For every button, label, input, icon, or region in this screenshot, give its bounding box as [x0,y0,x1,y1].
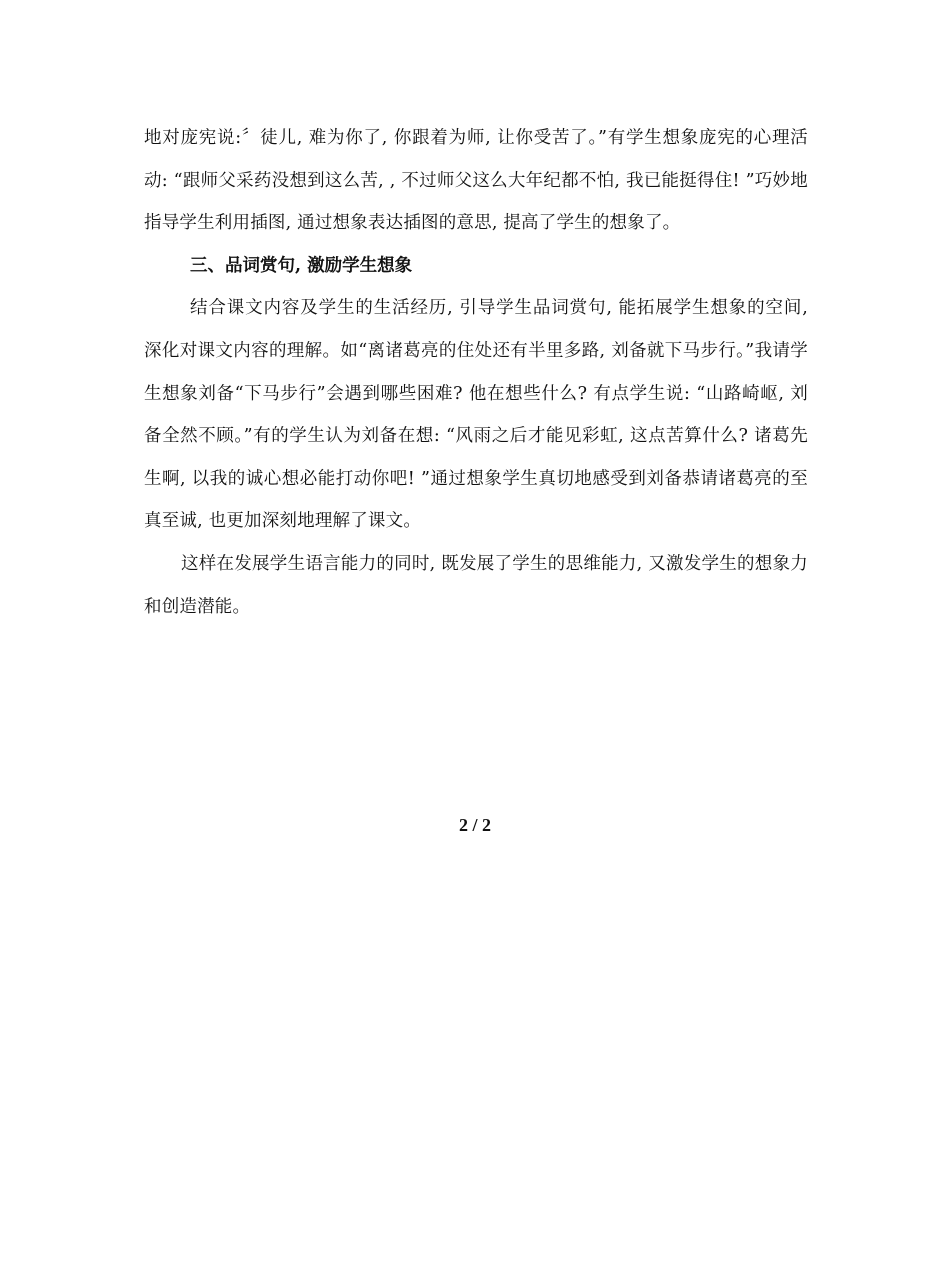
document-body [144,117,808,628]
section-heading: 三、品词赏句, 激励学生想象 [190,255,413,276]
paragraph-word-appreciation: 结合课文内容及学生的生活经历, 引导学生品词赏句, 能拓展学生想象的空间, 深化对课文内容的理解。如“离诸葛亮的住处还有半里多路, 刘备就下马步行。”我请学生想象刘备“下马步行”会遇到哪些困难? 他在想些什么? 有点学生说: “山路崎岖, 刘备全然不顾。”有的学生认为刘备在想: “风雨之后才能见彩虹, 这点苦算什么? 诸葛先生啊, 以我的诚心想必能打动你吧! ”通过想象学生真切地感受到刘备恭请诸葛亮的至真至诚, 也更加深刻地理解了课文。 [144,298,808,532]
paragraph-continuation: 地对庞宪说:〞徒儿, 难为你了, 你跟着为师, 让你受苦了。”有学生想象庞宪的心理活动: “跟师父采药没想到这么苦, , 不过师父这么大年纪都不怕, 我已能挺得住! ”巧妙地指导学生利用插图, 通过想象表达插图的意思, 提高了学生的想象了。 [144,128,808,234]
paragraph-conclusion: 这样在发展学生语言能力的同时, 既发展了学生的思维能力, 又激发学生的想象力和创造潜能。 [144,553,808,617]
page-number: 2 / 2 [458,815,491,835]
